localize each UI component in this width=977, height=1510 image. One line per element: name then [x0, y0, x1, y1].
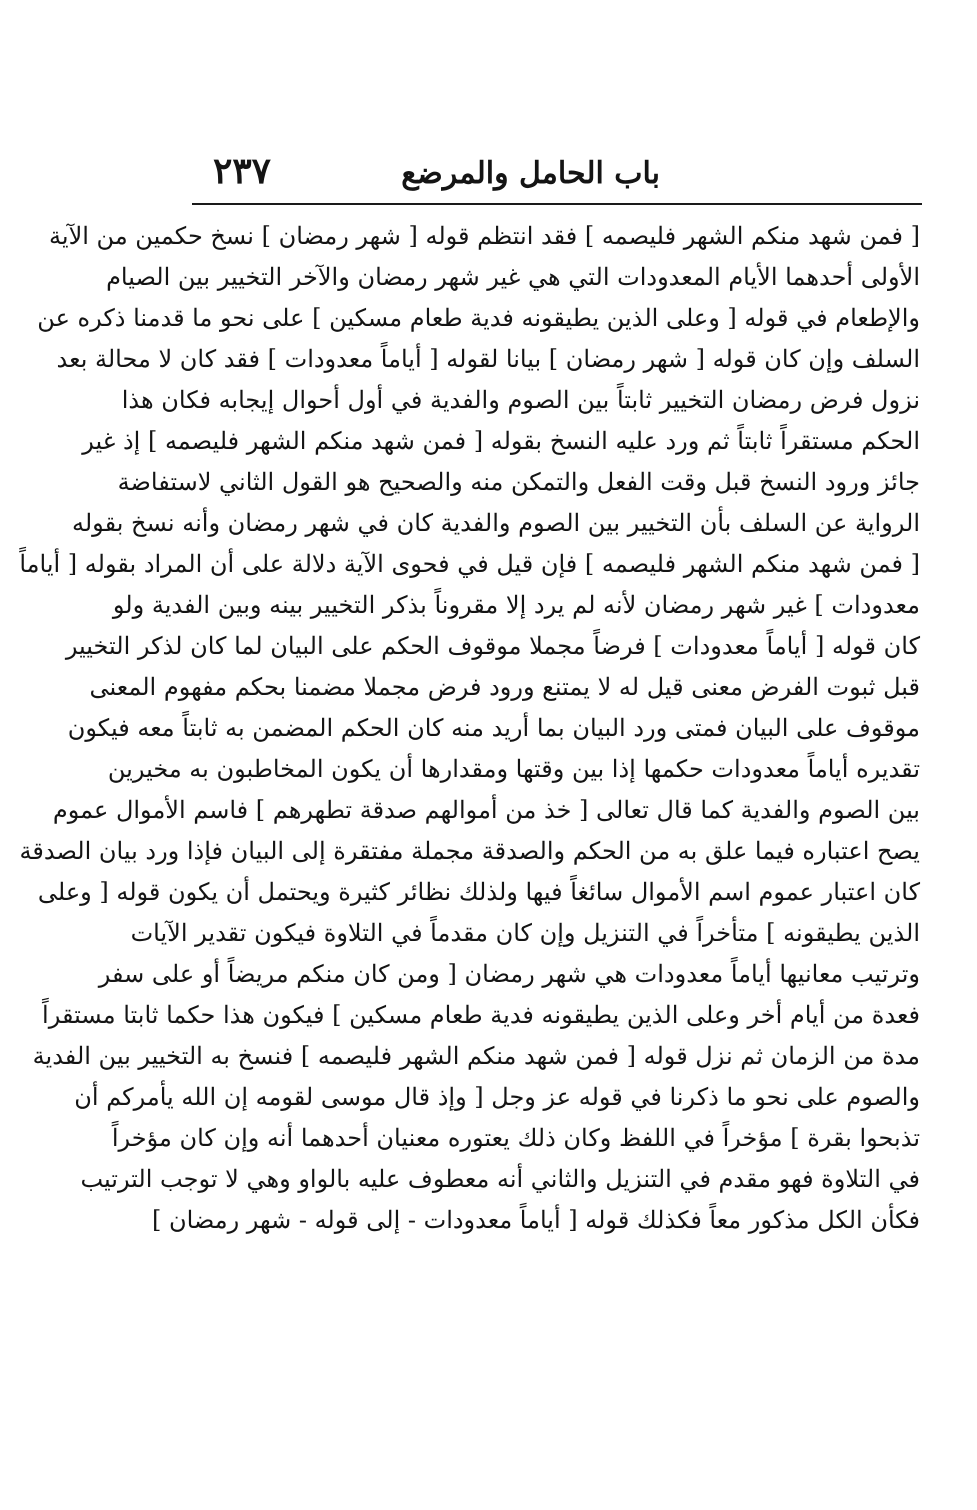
text-line: معدودات ] غير شهر رمضان لأنه لم يرد إلا مقروناً بذكر التخيير بينه وبين الفدية ولو: [112, 591, 920, 619]
text-line: وترتيب معانيها أياماً معدودات هي شهر رمضان [ ومن كان منكم مريضاً أو على سفر: [98, 960, 920, 988]
text-line: نزول فرض رمضان التخيير ثابتاً بين الصوم والفدية في أول أحوال إيجابه فكان هذا: [121, 386, 920, 414]
text-line: بين الصوم والفدية كما قال تعالى [ خذ من أموالهم صدقة تطهرهم ] فاسم الأموال عموم: [52, 796, 920, 824]
text-line: كان قوله [ أياماً معدودات ] فرضاً مجملا موقوف الحكم على البيان لما كان لذكر التخيير: [65, 632, 920, 660]
text-line: [ فمن شهد منكم الشهر فليصمه ] فإن قيل في فحوى الآية دلالة على أن المراد بقوله [ أياماً: [19, 550, 920, 578]
text-line: الحكم مستقراً ثابتاً ثم ورد عليه النسخ بقوله [ فمن شهد منكم الشهر فليصمه ] إذ غير: [82, 427, 920, 455]
text-line: مدة من الزمان ثم نزل قوله [ فمن شهد منكم الشهر فليصمه ] فنسخ به التخيير بين الفدية: [32, 1042, 920, 1070]
running-title: باب الحامل والمرضع: [401, 156, 660, 191]
text-line: فعدة من أيام أخر وعلى الذين يطيقونه فدية طعام مسكين ] فيكون هذا حكما ثابتا مستقراً: [42, 1001, 920, 1029]
text-line: الأولى أحدهما الأيام المعدودات التي هي غير شهر رمضان والآخر التخيير بين الصيام: [106, 263, 920, 291]
text-line: الذين يطيقونه ] متأخراً في التنزيل وإن كان مقدماً في التلاوة فيكون تقدير الآيات: [130, 919, 920, 947]
text-line: والإطعام في قوله [ وعلى الذين يطيقونه فدية طعام مسكين ] على نحو ما قدمنا ذكره عن: [37, 304, 920, 332]
text-line: تقديره أياماً معدودات حكمها إذا بين وقتها ومقدارها أن يكون المخاطبون به مخيرين: [107, 755, 920, 783]
text-line: يصح اعتباره فيما علق به من الحكم والصدقة مجملة مفتقرة إلى البيان فإذا ورد بيان الصدقة: [19, 837, 920, 865]
text-line: الرواية عن السلف بأن التخيير بين الصوم والفدية كان في شهر رمضان وأنه نسخ بقوله: [72, 509, 920, 537]
text-line: فكأن الكل مذكور معاً فكذلك قوله [ أياماً معدودات - إلى قوله - شهر رمضان ]: [151, 1206, 920, 1234]
header-rule: [192, 203, 922, 205]
page-number: ٢٣٧: [213, 150, 272, 192]
text-line: جائز ورود النسخ قبل وقت الفعل والتمكن منه والصحيح هو القول الثاني لاستفاضة: [117, 468, 920, 496]
text-line: قبل ثبوت الفرض معنى قيل له لا يمتنع ورود فرض مجملا مضمنا بحكم مفهوم المعنى: [89, 673, 920, 701]
text-line: والصوم على نحو ما ذكرنا في قوله عز وجل [ وإذ قال موسى لقومه إن الله يأمركم أن: [74, 1083, 920, 1111]
body-text: [19, 216, 920, 1241]
text-line: [ فمن شهد منكم الشهر فليصمه ] فقد انتظم قوله [ شهر رمضان ] نسخ حكمين من الآية: [49, 222, 920, 250]
text-line: تذبحوا بقرة ] مؤخراً في اللفظ وكان ذلك يعتوره معنيان أحدهما أنه وإن كان مؤخراً: [111, 1124, 920, 1152]
text-line: في التلاوة فهو مقدم في التنزيل والثاني أنه معطوف عليه بالواو وهي لا توجب الترتيب: [80, 1165, 920, 1193]
text-line: السلف وإن كان قوله [ شهر رمضان ] بيانا لقوله [ أياماً معدودات ] فقد كان لا محالة بعد: [56, 345, 920, 373]
text-line: موقوف على البيان فمتى ورد البيان بما أريد منه كان الحكم المضمن به ثابتاً معه فيكون: [67, 714, 920, 742]
page-header: [195, 150, 920, 196]
text-line: كان اعتبار عموم اسم الأموال سائغاً فيها ولذلك نظائر كثيرة ويحتمل أن يكون قوله [ وعلى: [37, 878, 920, 906]
